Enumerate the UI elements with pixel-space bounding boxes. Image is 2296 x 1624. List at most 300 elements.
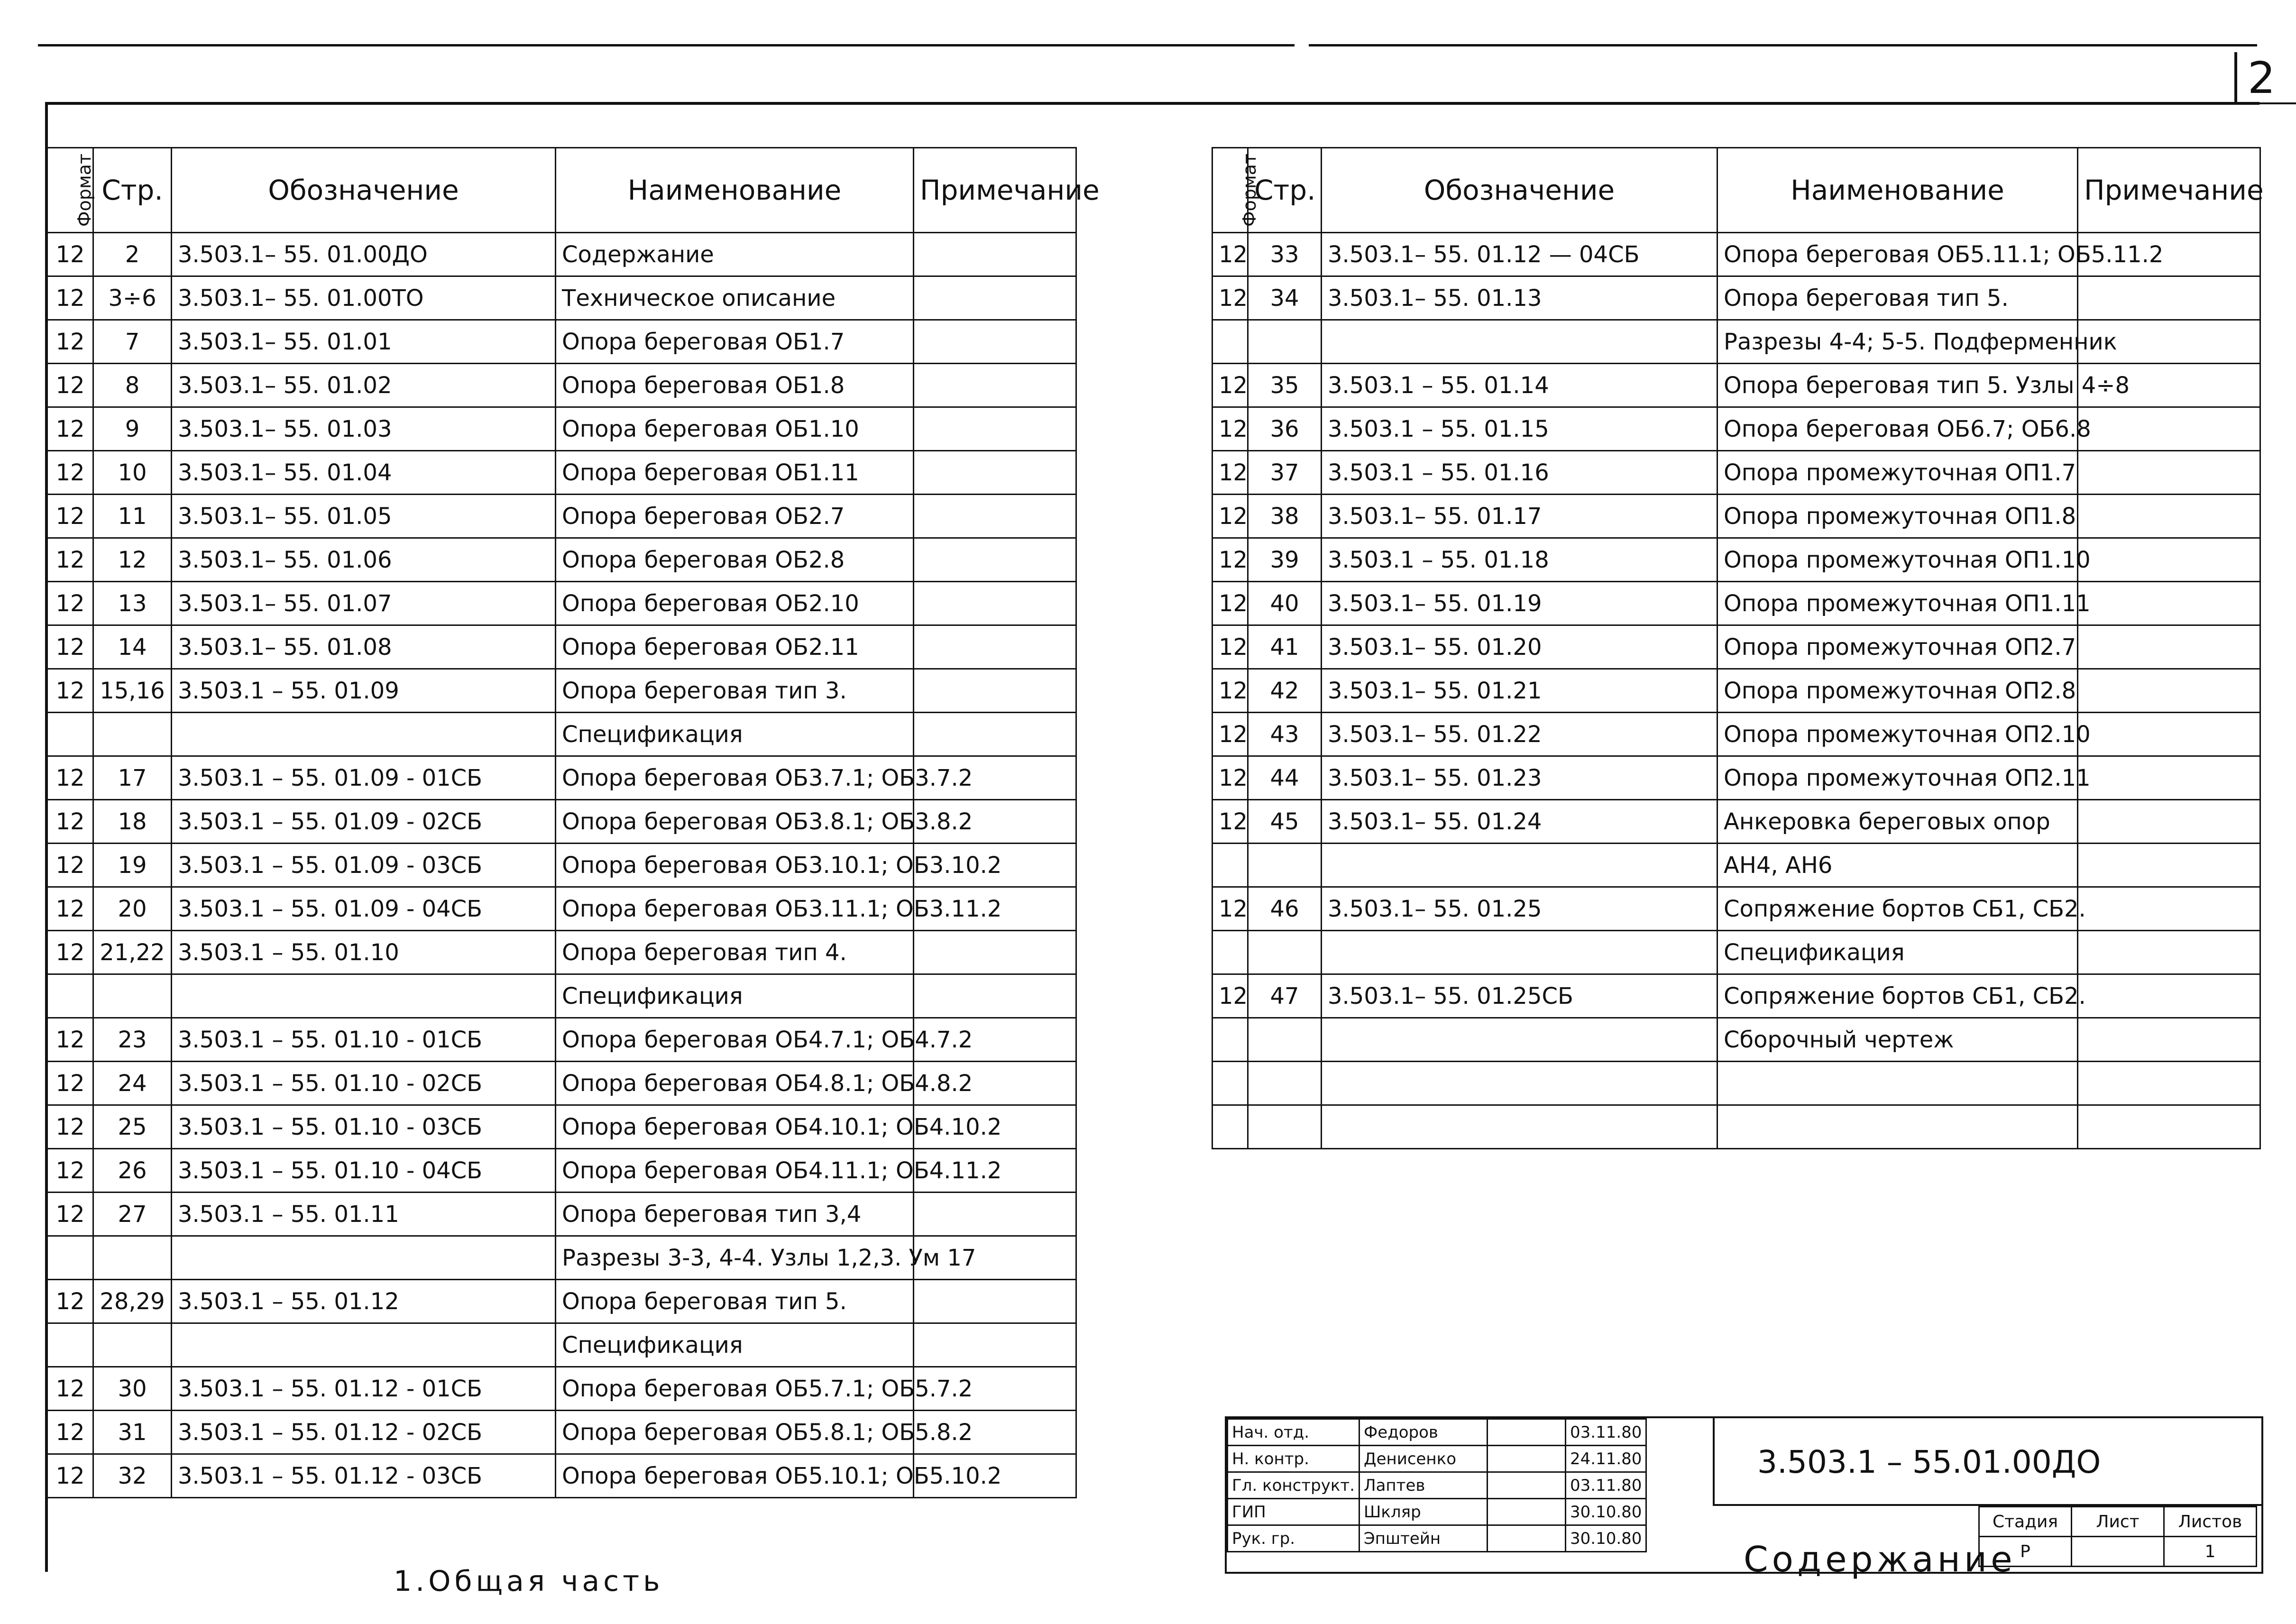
- table-row: [1212, 1105, 2260, 1149]
- page-cell: [1248, 1018, 1322, 1062]
- note-cell: [2078, 974, 2260, 1018]
- page-cell: 2: [93, 233, 172, 276]
- note-cell: [2078, 1018, 2260, 1062]
- designation-cell: [172, 713, 556, 756]
- table-row: [1212, 931, 2260, 974]
- document-code: 3.503.1 – 55.01.00ДО: [1713, 1418, 2261, 1506]
- format-cell: 12: [47, 538, 93, 582]
- page-cell: 13: [93, 582, 172, 625]
- name-cell: Опора береговая тип 5. Узлы 4÷8: [1717, 364, 2078, 407]
- name-cell: Опора береговая ОБ2.8: [556, 538, 914, 582]
- name-cell: Сопряжение бортов СБ1, СБ2.: [1717, 974, 2078, 1018]
- name-cell: Опора береговая ОБ3.10.1; ОБ3.10.2: [556, 844, 914, 887]
- page-cell: [1248, 844, 1322, 887]
- name-cell: Опора промежуточная ОП2.8: [1717, 669, 2078, 713]
- note-cell: [914, 974, 1076, 1018]
- page-cell: 45: [1248, 800, 1322, 844]
- role-cell: ГИП: [1228, 1499, 1359, 1525]
- page-cell: 41: [1248, 625, 1322, 669]
- note-cell: [914, 233, 1076, 276]
- name-cell: Сопряжение бортов СБ1, СБ2.: [1717, 887, 2078, 931]
- designation-cell: 3.503.1 – 55. 01.16: [1322, 451, 1717, 495]
- note-cell: [914, 931, 1076, 974]
- table-row: [47, 407, 1076, 451]
- designation-cell: 3.503.1– 55. 01.12 — 04СБ: [1322, 233, 1717, 276]
- role-cell: Нач. отд.: [1228, 1419, 1359, 1446]
- designation-cell: 3.503.1– 55. 01.04: [172, 451, 556, 495]
- designation-cell: [172, 1323, 556, 1367]
- format-cell: [47, 1236, 93, 1280]
- sheets-value: 1: [2164, 1537, 2257, 1567]
- table-row: [47, 451, 1076, 495]
- page-cell: 12: [93, 538, 172, 582]
- signature: [1488, 1472, 1566, 1499]
- designation-cell: 3.503.1 – 55. 01.10 - 03СБ: [172, 1105, 556, 1149]
- format-cell: 12: [47, 756, 93, 800]
- note-cell: [2078, 1105, 2260, 1149]
- signer-name: Эпштейн: [1359, 1525, 1488, 1552]
- name-cell: Опора промежуточная ОП1.10: [1717, 538, 2078, 582]
- format-cell: 12: [47, 1280, 93, 1323]
- note-cell: [2078, 669, 2260, 713]
- signature-row: [1228, 1525, 1646, 1552]
- note-cell: [2078, 495, 2260, 538]
- name-cell: АН4, АН6: [1717, 844, 2078, 887]
- page-cell: 36: [1248, 407, 1322, 451]
- page-cell: 21,22: [93, 931, 172, 974]
- format-cell: [1212, 931, 1248, 974]
- table-row: [47, 887, 1076, 931]
- name-cell: Спецификация: [1717, 931, 2078, 974]
- col-page-header: Стр.: [93, 148, 172, 233]
- designation-cell: 3.503.1– 55. 01.08: [172, 625, 556, 669]
- table-row: [47, 1018, 1076, 1062]
- format-cell: 12: [47, 1105, 93, 1149]
- page-cell: 47: [1248, 974, 1322, 1018]
- designation-cell: 3.503.1– 55. 01.22: [1322, 713, 1717, 756]
- page-cell: 18: [93, 800, 172, 844]
- designation-cell: 3.503.1– 55. 01.25: [1322, 887, 1717, 931]
- designation-cell: 3.503.1– 55. 01.00ДО: [172, 233, 556, 276]
- name-cell: Опора береговая ОБ1.7: [556, 320, 914, 364]
- page-cell: 3÷6: [93, 276, 172, 320]
- designation-cell: 3.503.1– 55. 01.06: [172, 538, 556, 582]
- role-cell: Рук. гр.: [1228, 1525, 1359, 1552]
- format-cell: 12: [1212, 582, 1248, 625]
- name-cell: Опора береговая ОБ4.8.1; ОБ4.8.2: [556, 1062, 914, 1105]
- designation-cell: 3.503.1– 55. 01.25СБ: [1322, 974, 1717, 1018]
- table-row: [47, 1323, 1076, 1367]
- note-cell: [914, 669, 1076, 713]
- table-row: [1212, 538, 2260, 582]
- designation-cell: [172, 1236, 556, 1280]
- designation-cell: 3.503.1 – 55. 01.12 - 03СБ: [172, 1454, 556, 1498]
- name-cell: Опора береговая ОБ2.11: [556, 625, 914, 669]
- table-row: [47, 625, 1076, 669]
- designation-cell: 3.503.1– 55. 01.19: [1322, 582, 1717, 625]
- name-cell: Спецификация: [556, 1323, 914, 1367]
- signer-name: Шкляр: [1359, 1499, 1488, 1525]
- signature-row: [1228, 1499, 1646, 1525]
- format-cell: 12: [47, 451, 93, 495]
- page-number: 2: [2234, 52, 2296, 104]
- designation-cell: 3.503.1 – 55. 01.10 - 02СБ: [172, 1062, 556, 1105]
- table-row: [1212, 887, 2260, 931]
- name-cell: Спецификация: [556, 713, 914, 756]
- page-cell: [93, 1323, 172, 1367]
- format-cell: 12: [47, 887, 93, 931]
- designation-cell: 3.503.1– 55. 01.05: [172, 495, 556, 538]
- table-row: [1212, 582, 2260, 625]
- designation-cell: [1322, 320, 1717, 364]
- designation-cell: 3.503.1 – 55. 01.14: [1322, 364, 1717, 407]
- signature-grid: [1227, 1418, 1647, 1552]
- table-row: [47, 931, 1076, 974]
- name-cell: Опора береговая тип 3.: [556, 669, 914, 713]
- page-cell: [1248, 1062, 1322, 1105]
- note-cell: [2078, 931, 2260, 974]
- signature-row: [1228, 1446, 1646, 1472]
- designation-cell: 3.503.1– 55. 01.00ТО: [172, 276, 556, 320]
- page-cell: 43: [1248, 713, 1322, 756]
- note-cell: [914, 713, 1076, 756]
- table-row: [47, 495, 1076, 538]
- designation-cell: 3.503.1– 55. 01.02: [172, 364, 556, 407]
- col-name-header: Наименование: [1717, 148, 2078, 233]
- format-cell: 12: [1212, 756, 1248, 800]
- table-row: [1212, 451, 2260, 495]
- name-cell: Опора промежуточная ОП1.8: [1717, 495, 2078, 538]
- table-row: [1212, 974, 2260, 1018]
- note-cell: [914, 1193, 1076, 1236]
- format-cell: 12: [47, 800, 93, 844]
- note-cell: [2078, 451, 2260, 495]
- format-cell: 12: [47, 844, 93, 887]
- signature-row: [1228, 1419, 1646, 1446]
- signer-name: Денисенко: [1359, 1446, 1488, 1472]
- table-row: [1212, 1062, 2260, 1105]
- name-cell: Опора береговая тип 3,4: [556, 1193, 914, 1236]
- page-cell: 31: [93, 1411, 172, 1454]
- note-cell: [2078, 582, 2260, 625]
- format-cell: 12: [1212, 800, 1248, 844]
- format-cell: [1212, 1018, 1248, 1062]
- col-note-header: Примечание: [2078, 148, 2260, 233]
- table-row: [1212, 276, 2260, 320]
- note-cell: [914, 538, 1076, 582]
- signer-name: Федоров: [1359, 1419, 1488, 1446]
- format-cell: 12: [1212, 669, 1248, 713]
- title-block: [1225, 1416, 2263, 1580]
- designation-cell: [172, 974, 556, 1018]
- name-cell: Опора промежуточная ОП2.10: [1717, 713, 2078, 756]
- table-row: [47, 1149, 1076, 1193]
- table-row: [47, 1062, 1076, 1105]
- name-cell: Анкеровка береговых опор: [1717, 800, 2078, 844]
- table-row: [47, 713, 1076, 756]
- table-row: [47, 1367, 1076, 1411]
- designation-cell: 3.503.1 – 55. 01.18: [1322, 538, 1717, 582]
- page-cell: 28,29: [93, 1280, 172, 1323]
- format-cell: 12: [1212, 233, 1248, 276]
- name-cell: Опора береговая ОБ5.11.1; ОБ5.11.2: [1717, 233, 2078, 276]
- designation-cell: 3.503.1 – 55. 01.10 - 04СБ: [172, 1149, 556, 1193]
- format-cell: 12: [47, 582, 93, 625]
- name-cell: Опора береговая ОБ5.8.1; ОБ5.8.2: [556, 1411, 914, 1454]
- note-cell: [2078, 407, 2260, 451]
- designation-cell: 3.503.1 – 55. 01.09: [172, 669, 556, 713]
- name-cell: Опора промежуточная ОП1.11: [1717, 582, 2078, 625]
- designation-cell: 3.503.1– 55. 01.21: [1322, 669, 1717, 713]
- table-row: [1212, 669, 2260, 713]
- col-note-header: Примечание: [914, 148, 1076, 233]
- page-cell: 27: [93, 1193, 172, 1236]
- name-cell: Опора береговая ОБ6.7; ОБ6.8: [1717, 407, 2078, 451]
- page-cell: 19: [93, 844, 172, 887]
- format-cell: 12: [1212, 625, 1248, 669]
- name-cell: Опора береговая ОБ3.8.1; ОБ3.8.2: [556, 800, 914, 844]
- designation-cell: [1322, 1018, 1717, 1062]
- format-cell: 12: [47, 495, 93, 538]
- note-cell: [2078, 887, 2260, 931]
- table-row: [47, 364, 1076, 407]
- table-row: [1212, 756, 2260, 800]
- col-page-header: Стр.: [1248, 148, 1322, 233]
- signature: [1488, 1419, 1566, 1446]
- sign-date: 30.10.80: [1566, 1499, 1646, 1525]
- designation-cell: 3.503.1– 55. 01.13: [1322, 276, 1717, 320]
- page-cell: 40: [1248, 582, 1322, 625]
- format-cell: 12: [47, 625, 93, 669]
- name-cell: Опора береговая тип 5.: [556, 1280, 914, 1323]
- format-cell: [47, 974, 93, 1018]
- name-cell: Опора береговая ОБ1.8: [556, 364, 914, 407]
- designation-cell: 3.503.1 – 55. 01.11: [172, 1193, 556, 1236]
- designation-cell: [1322, 1105, 1717, 1149]
- page-cell: 11: [93, 495, 172, 538]
- table-row: [47, 1280, 1076, 1323]
- format-cell: 12: [47, 320, 93, 364]
- format-cell: 12: [47, 407, 93, 451]
- note-cell: [914, 1323, 1076, 1367]
- format-cell: [1212, 320, 1248, 364]
- table-row: [1212, 844, 2260, 887]
- name-cell: Опора береговая тип 4.: [556, 931, 914, 974]
- format-cell: 12: [47, 1018, 93, 1062]
- table-row: [1212, 1018, 2260, 1062]
- format-cell: 12: [47, 1411, 93, 1454]
- contents-table-right: [1212, 147, 2264, 1149]
- format-cell: 12: [1212, 451, 1248, 495]
- page-cell: 42: [1248, 669, 1322, 713]
- designation-cell: 3.503.1 – 55. 01.12: [172, 1280, 556, 1323]
- note-cell: [2078, 756, 2260, 800]
- sign-date: 03.11.80: [1566, 1472, 1646, 1499]
- stage-value: Р: [1979, 1537, 2072, 1567]
- name-cell: Опора береговая ОБ5.10.1; ОБ5.10.2: [556, 1454, 914, 1498]
- sign-date: 03.11.80: [1566, 1419, 1646, 1446]
- format-cell: 12: [47, 233, 93, 276]
- format-cell: 12: [47, 364, 93, 407]
- page-cell: 14: [93, 625, 172, 669]
- designation-cell: 3.503.1 – 55. 01.10 - 01СБ: [172, 1018, 556, 1062]
- designation-cell: 3.503.1– 55. 01.07: [172, 582, 556, 625]
- format-cell: 12: [47, 1149, 93, 1193]
- designation-cell: 3.503.1– 55. 01.03: [172, 407, 556, 451]
- table-row: [47, 800, 1076, 844]
- page-cell: [1248, 320, 1322, 364]
- format-cell: 12: [1212, 364, 1248, 407]
- table-row: [1212, 800, 2260, 844]
- table-row: [47, 233, 1076, 276]
- document-title: Содержание: [1744, 1539, 2016, 1580]
- format-cell: [1212, 1105, 1248, 1149]
- note-cell: [2078, 1062, 2260, 1105]
- table-row: [47, 974, 1076, 1018]
- page-cell: 20: [93, 887, 172, 931]
- format-cell: 12: [1212, 407, 1248, 451]
- page-cell: 37: [1248, 451, 1322, 495]
- designation-cell: [1322, 1062, 1717, 1105]
- note-cell: [914, 320, 1076, 364]
- name-cell: [1717, 1062, 2078, 1105]
- designation-cell: 3.503.1– 55. 01.01: [172, 320, 556, 364]
- format-cell: [47, 1323, 93, 1367]
- format-cell: 12: [1212, 538, 1248, 582]
- stage-label: Стадия: [1979, 1507, 2072, 1537]
- designation-cell: 3.503.1 – 55. 01.12 - 01СБ: [172, 1367, 556, 1411]
- name-cell: Техническое описание: [556, 276, 914, 320]
- designation-cell: 3.503.1– 55. 01.17: [1322, 495, 1717, 538]
- note-cell: [2078, 800, 2260, 844]
- header-row: [47, 148, 1076, 233]
- designation-cell: 3.503.1 – 55. 01.10: [172, 931, 556, 974]
- page-cell: 8: [93, 364, 172, 407]
- page-cell: 10: [93, 451, 172, 495]
- page-cell: [1248, 1105, 1322, 1149]
- format-cell: 12: [1212, 713, 1248, 756]
- designation-cell: 3.503.1– 55. 01.23: [1322, 756, 1717, 800]
- note-cell: [2078, 538, 2260, 582]
- table-row: [47, 1411, 1076, 1454]
- name-cell: Спецификация: [556, 974, 914, 1018]
- table-row: [47, 1454, 1076, 1498]
- page-cell: 7: [93, 320, 172, 364]
- note-cell: [2078, 276, 2260, 320]
- format-cell: 12: [47, 931, 93, 974]
- designation-cell: 3.503.1 – 55. 01.12 - 02СБ: [172, 1411, 556, 1454]
- format-cell: 12: [47, 669, 93, 713]
- top-rule-left: [38, 44, 1295, 46]
- name-cell: Опора береговая ОБ1.10: [556, 407, 914, 451]
- note-cell: [914, 407, 1076, 451]
- top-rule-right: [1309, 44, 2257, 46]
- name-cell: Разрезы 4-4; 5-5. Подферменник: [1717, 320, 2078, 364]
- page-cell: 44: [1248, 756, 1322, 800]
- page-cell: 33: [1248, 233, 1322, 276]
- format-cell: 12: [1212, 974, 1248, 1018]
- table-row: [47, 1236, 1076, 1280]
- signature: [1488, 1446, 1566, 1472]
- name-cell: Разрезы 3-3, 4-4. Узлы 1,2,3. Ум 17: [556, 1236, 914, 1280]
- col-format-header: Формат: [47, 148, 93, 233]
- name-cell: Опора береговая ОБ2.10: [556, 582, 914, 625]
- sheets-label: Листов: [2164, 1507, 2257, 1537]
- format-cell: 12: [47, 1062, 93, 1105]
- page-cell: 25: [93, 1105, 172, 1149]
- name-cell: Опора береговая ОБ2.7: [556, 495, 914, 538]
- format-cell: 12: [47, 276, 93, 320]
- name-cell: Сборочный чертеж: [1717, 1018, 2078, 1062]
- section-caption: 1.Общая часть: [394, 1565, 664, 1598]
- sign-date: 24.11.80: [1566, 1446, 1646, 1472]
- table-row: [1212, 320, 2260, 364]
- format-cell: 12: [47, 1193, 93, 1236]
- sheet-value: [2072, 1537, 2164, 1567]
- table-row: [1212, 233, 2260, 276]
- format-cell: 12: [1212, 495, 1248, 538]
- page-cell: 32: [93, 1454, 172, 1498]
- sheet-label: Лист: [2072, 1507, 2164, 1537]
- signature: [1488, 1525, 1566, 1552]
- col-name-header: Наименование: [556, 148, 914, 233]
- sheet-info: [1978, 1506, 2257, 1567]
- table-row: [47, 582, 1076, 625]
- sign-date: 30.10.80: [1566, 1525, 1646, 1552]
- table-row: [47, 320, 1076, 364]
- page-cell: 24: [93, 1062, 172, 1105]
- name-cell: Опора береговая ОБ4.7.1; ОБ4.7.2: [556, 1018, 914, 1062]
- name-cell: Опора промежуточная ОП2.11: [1717, 756, 2078, 800]
- col-designation-header: Обозначение: [1322, 148, 1717, 233]
- format-cell: 12: [47, 1367, 93, 1411]
- signature: [1488, 1499, 1566, 1525]
- format-cell: 12: [1212, 887, 1248, 931]
- designation-cell: [1322, 844, 1717, 887]
- page-cell: 46: [1248, 887, 1322, 931]
- page-cell: [93, 713, 172, 756]
- table-row: [47, 538, 1076, 582]
- designation-cell: 3.503.1 – 55. 01.09 - 02СБ: [172, 800, 556, 844]
- table-row: [47, 1105, 1076, 1149]
- name-cell: Опора береговая тип 5.: [1717, 276, 2078, 320]
- name-cell: Опора береговая ОБ4.11.1; ОБ4.11.2: [556, 1149, 914, 1193]
- role-cell: Н. контр.: [1228, 1446, 1359, 1472]
- page-cell: 34: [1248, 276, 1322, 320]
- page-cell: 30: [93, 1367, 172, 1411]
- header-row: [1212, 148, 2260, 233]
- table-row: [1212, 364, 2260, 407]
- table-row: [47, 276, 1076, 320]
- designation-cell: 3.503.1 – 55. 01.15: [1322, 407, 1717, 451]
- designation-cell: 3.503.1 – 55. 01.09 - 03СБ: [172, 844, 556, 887]
- page-cell: 38: [1248, 495, 1322, 538]
- format-cell: [1212, 844, 1248, 887]
- table-row: [47, 669, 1076, 713]
- note-cell: [2078, 844, 2260, 887]
- table-row: [47, 1193, 1076, 1236]
- col-designation-header: Обозначение: [172, 148, 556, 233]
- page-cell: 9: [93, 407, 172, 451]
- role-cell: Гл. конструкт.: [1228, 1472, 1359, 1499]
- name-cell: Опора промежуточная ОП2.7: [1717, 625, 2078, 669]
- note-cell: [914, 451, 1076, 495]
- page-cell: 15,16: [93, 669, 172, 713]
- name-cell: Содержание: [556, 233, 914, 276]
- note-cell: [2078, 625, 2260, 669]
- table-row: [1212, 713, 2260, 756]
- signer-name: Лаптев: [1359, 1472, 1488, 1499]
